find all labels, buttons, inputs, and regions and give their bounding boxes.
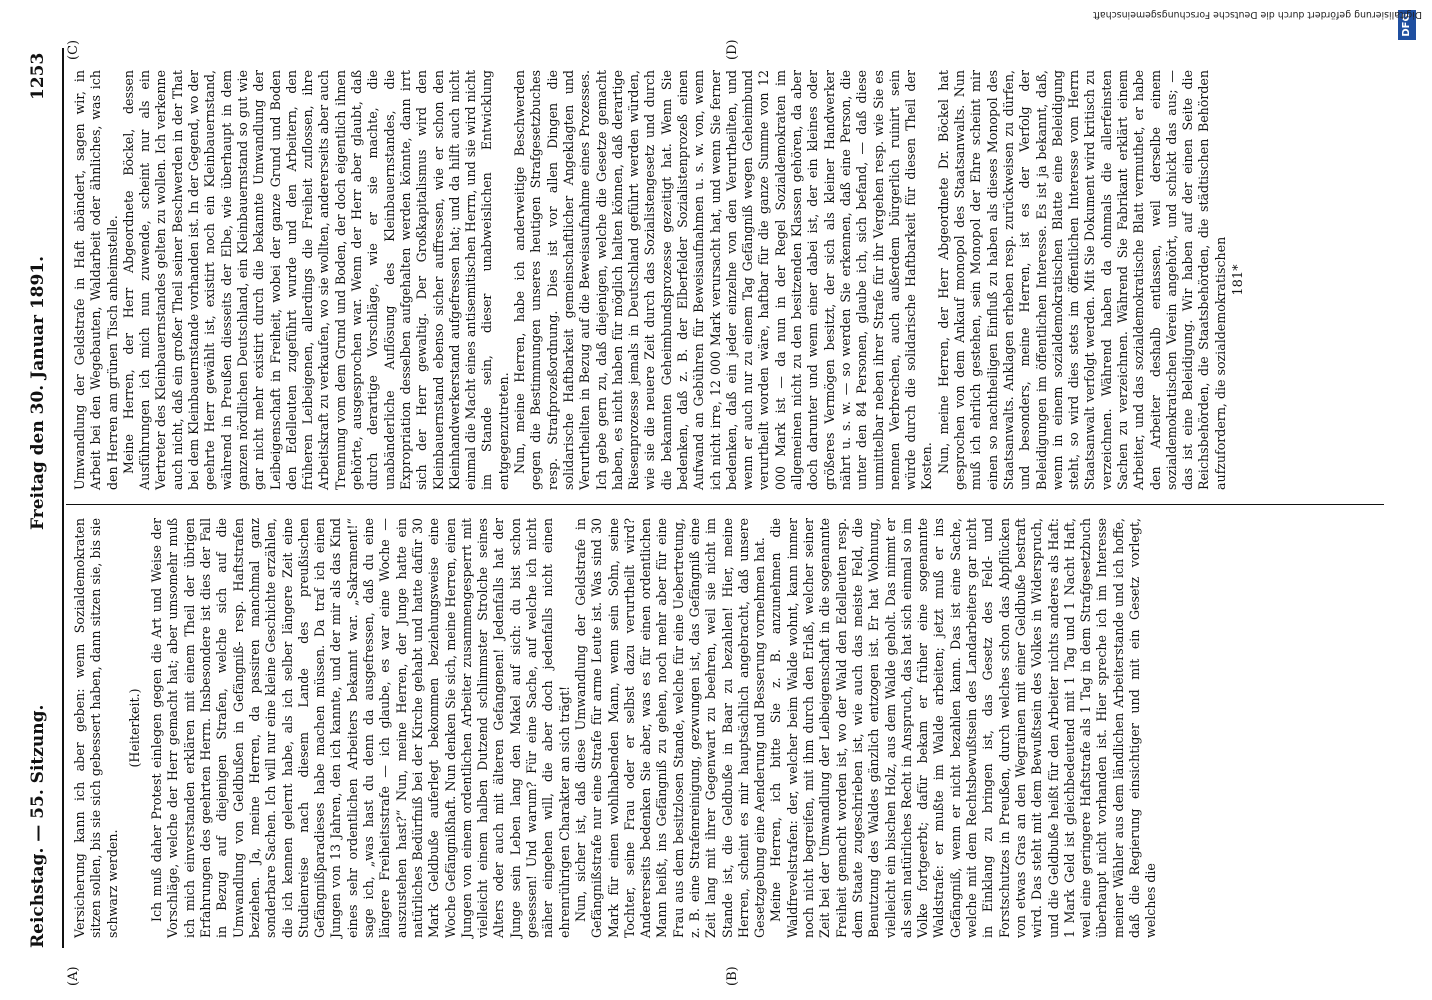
paragraph: Meine Herren, der Herr Abgeordnete Böckel, dessen Ausführungen ich mich nun zuwende, scheint nur als ein Vertreter des Kleinbauernstandes gelten zu wollen. Ich verkenne auch nicht, daß ein großer Theil seiner Beschwerden in der That bei dem Kleinbauernstande vorhanden ist. In der Gegend, wo der geehrte Herr gewählt ist, existirt noch ein Kleinbauernstand, während in Preußen diesseits der Elbe, wie überhaupt in dem ganzen nördlichen Deutschland, ein Kleinbauernstand so gut wie gar nicht mehr existirt durch die bekannte Umwandlung der Leibeigenschaft in Freiheit, wobei der ganze Grund und Boden den Edelleuten zugeführt wurde und den Arbeitern, den früheren Leibeigenen, allerdings die Freiheit zuflossen, ihre Arbeitskraft zu verkaufen, wo sie wollten, andererseits aber auch Trennung vom dem Grund und Boden, der doch eigentlich ihnen gehörte, ausgesprochen war. Wenn der Herr aber glaubt, daß durch derartige Vorschläge, wie er sie machte, die unabänderliche Auflösung des Kleinbauernstandes, die Expropriation desselben aufgehalten werden könnte, dann irrt sich der Herr gewaltig. Der Großkapitalismus wird den Kleinbauernstand ebenso sicher auffressen, wie er schon den Kleinhandwerkerstand aufgefressen hat; und da hilft auch nicht einmal die Macht eines antisemitischen Herrn, und sie wird nicht im Stande sein, dieser unabweislichen Entwicklung entgegenzutreten. xyxy=(120,70,511,490)
paragraph: Meine Herren, ich bitte Sie z. B. anzunehmen die Waldfrevelstrafen: der, welcher beim Walde wohnt, kann immer noch nicht begreifen, mit ihm durch den Erlaß, welcher seiner Zeit bei der Umwandlung der Leibeigenschaft in die sogenannte Freiheit gemacht worden ist, wo der Wald den Edelleuten resp. dem Staate zugeschrieben ist, wie auch das meiste Feld, die Benutzung des Waldes gänzlich entzogen ist. Er hat Wohnung, vielleicht ein bischen Holz, aus dem Walde geholt. Das nimmt er als sein natürliches Recht in Anspruch, das hat sich einmal so im Volke fortgeerbt; dafür bekam er früher eine sogenannte Waldstrafe: er mußte im Walde arbeiten; jetzt muß er ins Gefängniß, wenn er nicht bezahlen kann. Das ist eine Sache, welche mit dem Rechtsbewußtsein des Landarbeiters gar nicht in Einklang zu bringen ist, das Gesetz des Feld- und Forstschutzes in Preußen, durch welches schon das Abpflücken von etwas Gras an den Wegrainen mit einer Geldbuße bestraft wird. Das steht mit dem Bewußtsein des Volkes in Widerspruch, und die Geldbuße heißt für den Arbeiter nichts anderes als Haft: 1 Mark Geld ist gleichbedeutend mit 1 Tag und 1 Nacht Haft, weil eine geringere Haftstrafe als 1 Tag in dem Strafgesetzbuch überhaupt nicht vorhanden ist. Hier spreche ich im Interesse meiner Wähler aus dem ländlichen Arbeiterstande und ich hoffe, daß die Regierung einsichtiger und mit ein Gesetz vorlegt, welches die xyxy=(768,518,1159,938)
left-column xyxy=(72,518,1160,938)
signature-mark: 181* xyxy=(1231,264,1247,296)
paragraph: Versicherung kann ich aber geben: wenn Sozialdemokraten sitzen sollen, bis sie sich gebessert haben, dann sitzen sie, bis sie schwarz werden. xyxy=(72,518,120,938)
paragraph: Umwandlung der Geldstrafe in Haft abändert, sagen wir, in Arbeit bei den Wegebauten, Waldarbeit oder ähnliches, was ich den Herren am grünen Tisch anheimstelle. xyxy=(72,70,120,490)
right-column xyxy=(72,70,1247,490)
margin-marker-c: (C) xyxy=(66,39,81,60)
header-left: Reichstag. — 55. Sitzung. xyxy=(28,704,48,948)
header-center: Freitag den 30. Januar 1891. xyxy=(28,255,48,530)
page-number: 1253 xyxy=(28,52,48,100)
paragraph: Nun, meine Herren, habe ich anderweitige Beschwerden gegen die Bestimmungen unseres heutigen Strafgesetzbuches resp. Strafprozeßordnung. Dies ist vor allen Dingen die solidarische Haftbarkeit gemeinschaftlicher Angeklagten und Verurtheilten in Bezug auf die Beweisaufnahme eines Prozesses. Ich gebe gern zu, daß diejenigen, welche die Gesetze gemacht haben, es nicht haben für möglich halten können, daß derartige Riesenprozesse jemals in Deutschland geführt werden würden, wie sie die neuere Zeit durch das Sozialistengesetz und durch die bekannten Geheimbundsprozesse gezeitigt hat. Wenn Sie bedenken, daß z. B. der Elberfelder Sozialistenprozeß einen Aufwand an Gebühren für Beweisaufnahmen u. s. w. von, wenn ich nicht irre, 12 000 Mark verursacht hat, und wenn Sie ferner bedenken, daß ein jeder einzelne von den Verurtheilten, und wenn er auch nur zu einem Tag Gefängniß wegen Geheimbund verurtheilt worden wäre, haftbar für die ganze Summe von 12 000 Mark ist — da nun in der Regel Sozialdemokraten im allgemeinen nicht zu den besitzenden Klassen gehören, da aber doch darunter und wenn einer dabei ist, der ein kleines oder größeres Vermögen besitzt, der sich als kleiner Handwerker nährt u. s. w. — so werden Sie erkennen, daß eine Person, die unter den 84 Personen, glaube ich, sich befand, — daß diese unmittelbar neben ihrer Strafe für ihr Vergehen resp. wie Sie es nennen Verbrechen, auch außerdem bürgerlich ruinirt sein würde durch die solidarische Haftbarkeit für diesen Theil der Kosten. xyxy=(512,70,935,490)
paragraph-interjection: (Heiterkeit.) xyxy=(126,688,142,768)
dfg-logo: DFG xyxy=(1398,10,1416,40)
margin-marker-d: (D) xyxy=(725,39,740,60)
margin-marker-b: (B) xyxy=(725,966,740,986)
paragraph: Ich muß daher Protest einlegen gegen die Art und Weise der Vorschläge, welche der Herr gemacht hat; aber umsomehr muß ich mich einverstanden erklären mit einem Theil der übrigen Erfahrungen des geehrten Herrn. Insbesondere ist dies der Fall in Bezug auf diejenigen Strafen, welche sich auf die Umwandlung von Geldbußen in Gefängniß- resp. Haftstrafen beziehen. Ja, meine Herren, da passiren manchmal ganz sonderbare Sachen. Ich will nur eine kleine Geschichte erzählen, die ich kennen gelernt habe, als ich selber längere Zeit eine Studienreise nach diesem Lande des preußischen Gefängnißparadieses habe machen müssen. Da traf ich einen Jungen von 13 Jahren, den ich kannte, und der mir als das Kind eines sehr ordentlichen Arbeiters bekannt war. „Sakrament!“ sage ich, „was hast du denn da ausgefressen, daß du eine längere Freiheitsstrafe — ich glaube, es war eine Woche — auszustehen hast?“ Nun, meine Herren, der Junge hatte ein natürliches Bedürfniß bei der Kirche gehabt und hatte dafür 30 Mark Geldbuße auferlegt bekommen beziehungsweise eine Woche Gefängnißhaft. Nun denken Sie sich, meine Herren, einen Jungen von einem ordentlichen Arbeiter zusammengesperrt mit vielleicht einem halben Dutzend schlimmster Strolche seines Alters oder auch mit älteren Gefangenen! Jedenfalls hat der Junge sein Leben lang den Makel auf sich: du bist schon gesessen! Und warum? Für eine Sache, auf welche ich nicht näher eingehen will, die aber doch jedenfalls nicht einen ehrenrührigen Charakter an sich trägt! xyxy=(149,518,572,938)
margin-marker-a: (A) xyxy=(66,966,81,986)
paragraph: Nun, meine Herren, der Herr Abgeordnete Dr. Böckel hat gesprochen von dem Ankauf monopol des Staatsanwalts. Nun muß ich ehrlich gestehen, sein Monopol der Ehre scheint mir einen so nachtheiligen Einfluß zu haben als dieses Monopol des Staatsanwalts. Anklagen erheben resp. zurückweisen zu dürfen, und besonders, meine Herren, ist es der Verfolg der Beleidigungen im öffentlichen Interesse. Es ist ja bekannt, daß, wenn in einem sozialdemokratischen Blatte eine Beleidigung steht, so wird dies stets im öffentlichen Interesse vom Herrn Staatsanwalt verfolgt werden. Mit Sie Dokument wird kritisch zu verzeichnen. Während haben da ohnmals die allerfeinsten Sachen zu verzeichnen. Während Sie Fabrikant erklärt einem Arbeiter, und das sozialdemokratische Blatt vermuthet, er habe den Arbeiter deshalb entlassen, weil derselbe einem sozialdemokratischen Verein angehört, und schickt das aus; — das ist eine Beleidigung. Wir haben auf der einen Seite die Reichsbehörden, die Staatsbehörden, die städtischen Behörden aufzufordern, die sozialdemokratischen xyxy=(935,70,1228,490)
column-divider xyxy=(66,504,1384,505)
paragraph: Nun, sicher ist, daß diese Umwandlung der Geldstrafe in Gefängnißstrafe nur eine Strafe für arme Leute ist. Was sind 30 Mark für einen wohlhabenden Mann, wenn sein Sohn, seine Tochter, seine Frau oder er selbst dazu verurtheilt wird? Andererseits bedenken Sie aber, was es für einen ordentlichen Mann heißt, ins Gefängniß zu gehen, noch mehr aber für eine Frau aus dem besitzlosen Stande, welche für eine Uebertretung, z. B. eine Strafenreinigung, gezwungen ist, das Gefängniß eine Zeit lang mit ihrer Gegenwart zu beehren, weil sie nicht im Stande ist, die Geldbuße in Baar zu bezahlen! Hier, meine Herren, scheint es mir hauptsächlich angebracht, daß unsere Gesetzgebung eine Aenderung und Besserung vornehmen hat. xyxy=(572,518,768,938)
digitization-credit: Digitalisierung gefördert durch die Deutsche Forschungsgemeinschaft xyxy=(1093,9,1422,20)
header-rule xyxy=(62,48,64,948)
